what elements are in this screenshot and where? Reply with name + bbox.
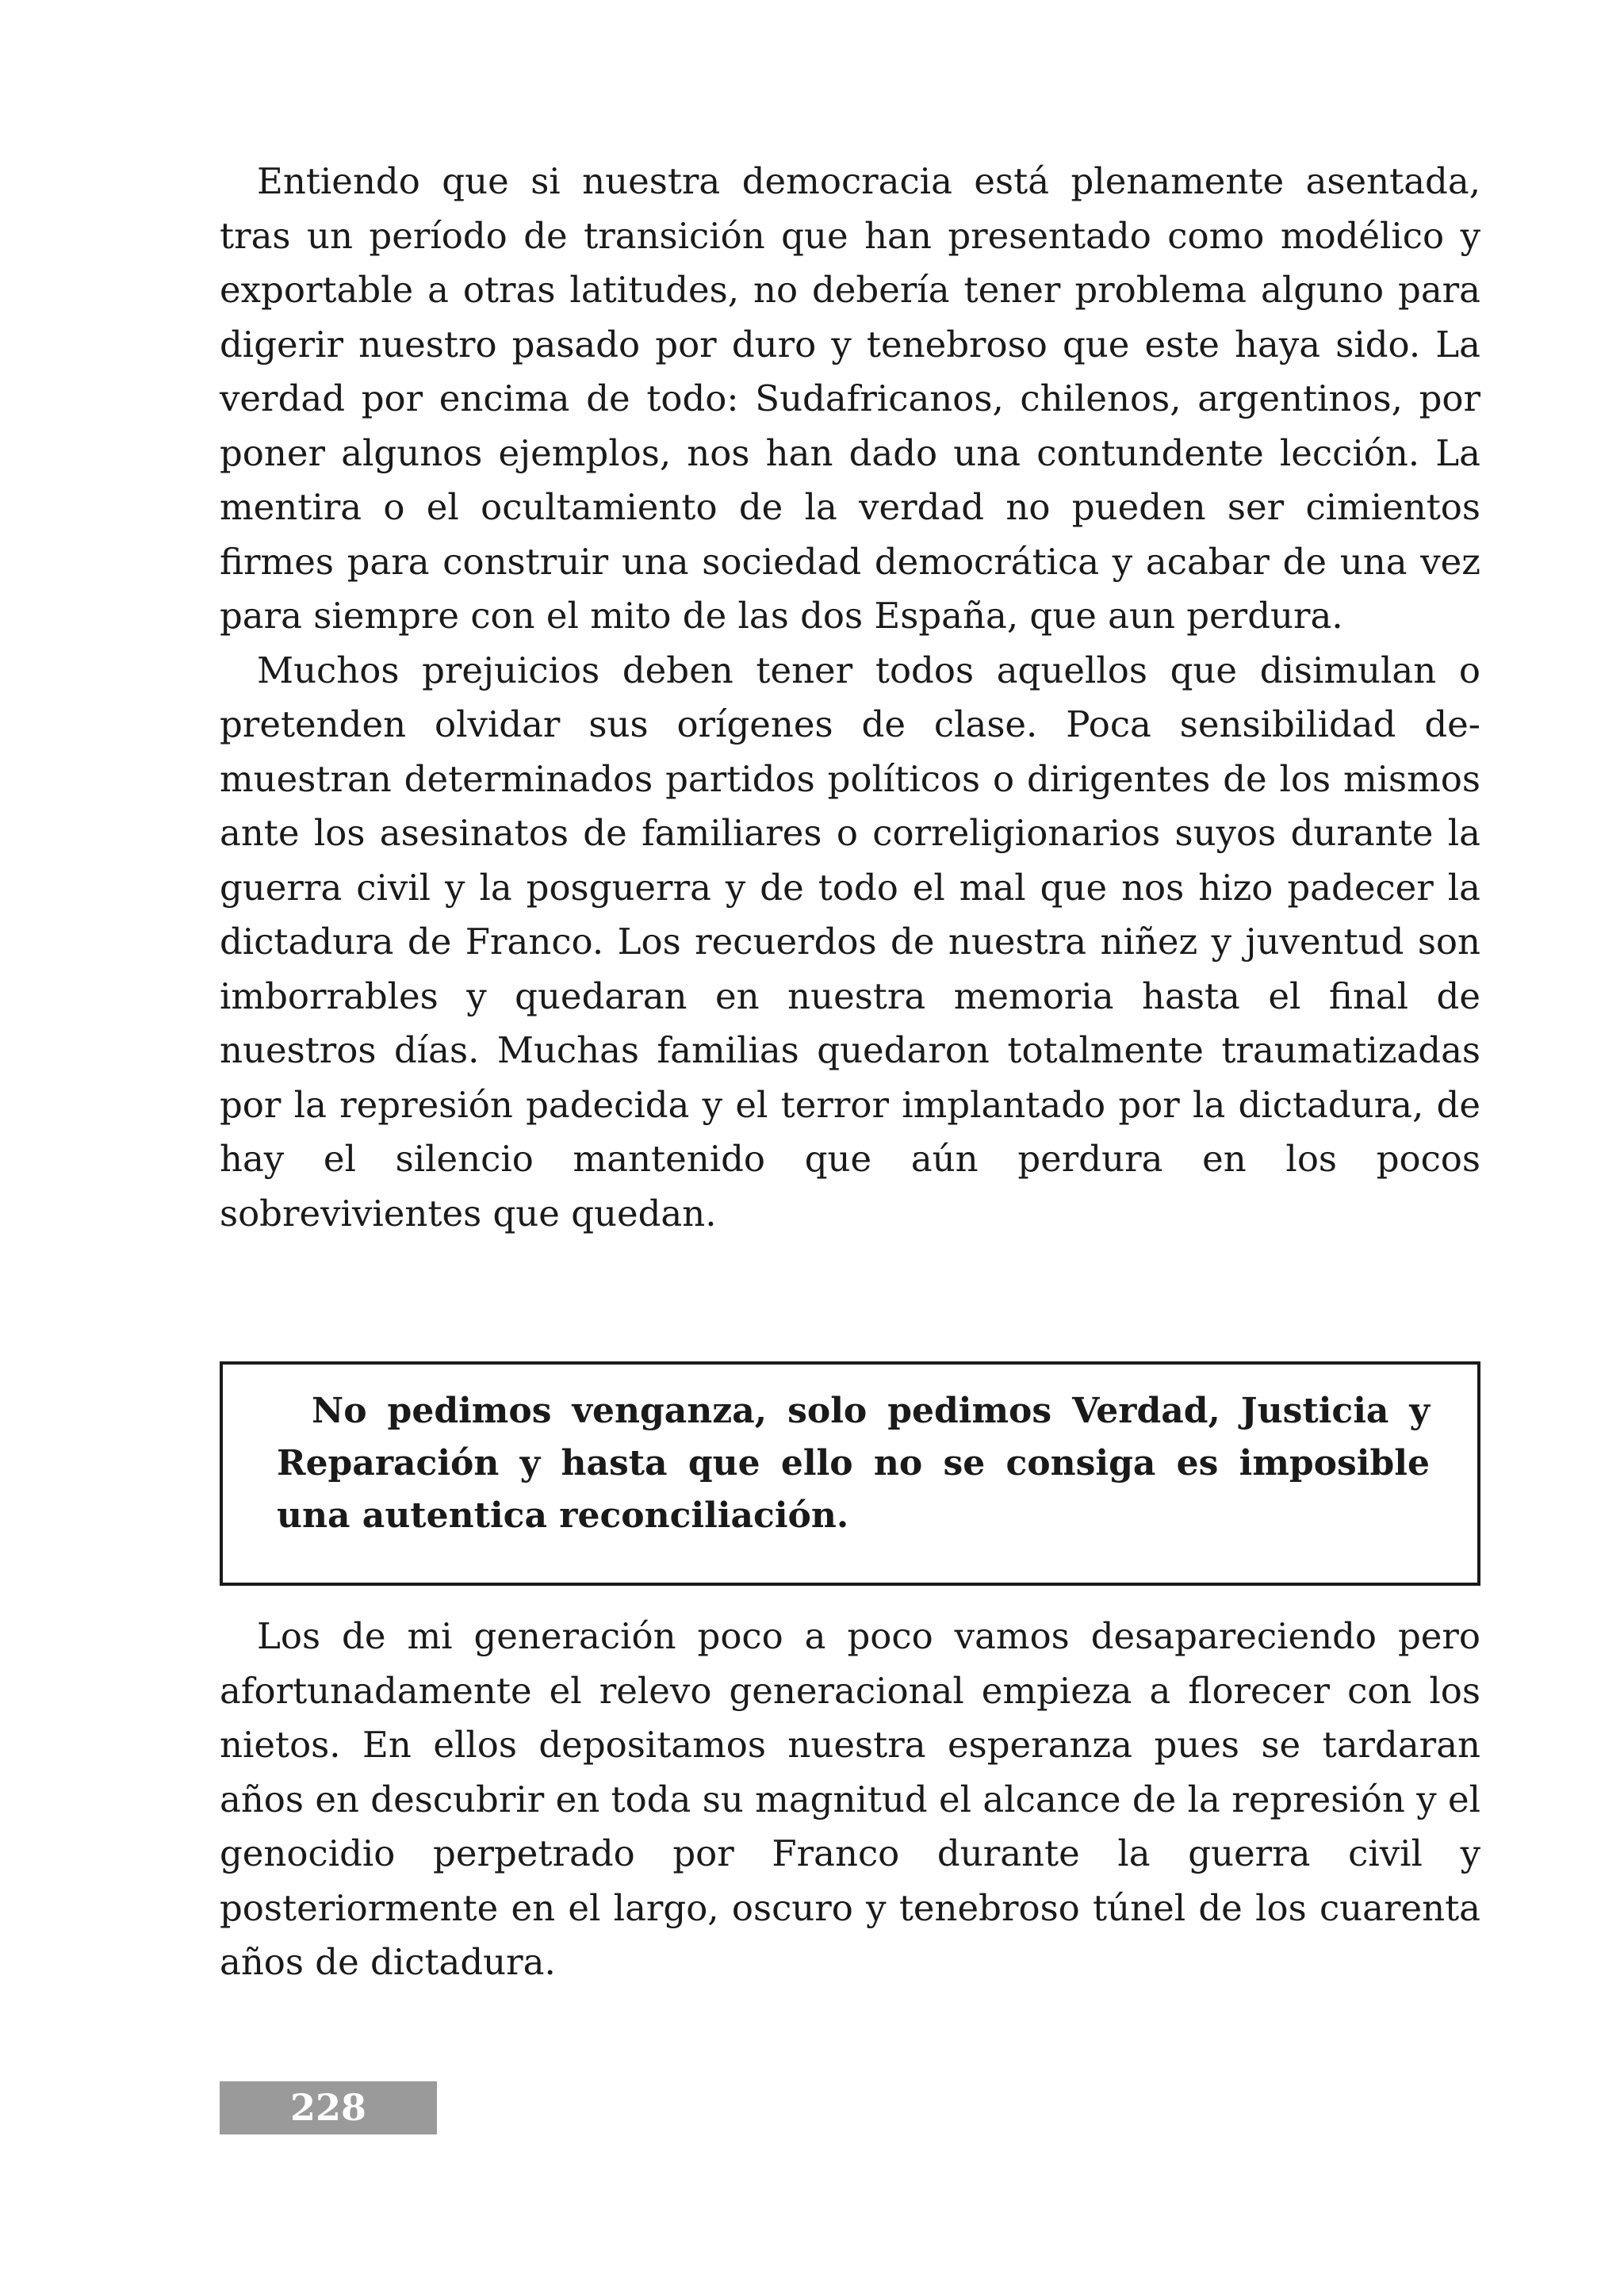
highlight-box xyxy=(220,1361,1480,1586)
paragraph-2: Muchos prejuicios deben tener todos aquellos que disimulan o pretenden olvidar sus orígenes de clase. Poca sensibilidad demuestran determinados partidos políticos o dirigentes de los mismos ante los asesinatos de familiares o correligionarios suyos durante la guerra civil y la posguerra y de todo el mal que nos hizo padecer la dictadura de Franco. Los recuerdos de nuestra niñez y juventud son imborrables y quedaran en nuestra memoria hasta el final de nuestros días. Muchas familias quedaron totalmente traumatizadas por la represión padecida y el terror implantado por la dictadura, de hay el silencio mantenido que aún perdura en los pocos sobrevivientes que quedan. xyxy=(220,649,1480,1235)
body-text-top xyxy=(220,155,1480,1241)
paragraph-1: Entiendo que si nuestra democracia está plenamente asentada, tras un período de transición que han presentado como modélico y exportable a otras latitudes, no debería tener problema alguno para digerir nuestro pasado por duro y tenebroso que este haya sido. La verdad por encima de todo: Sudafricanos, chilenos, argentinos, por poner algunos ejemplos, nos han dado una contundente lección. La mentira o el ocultamiento de la verdad no pueden ser cimientos firmes para construir una sociedad democrática y acabar de una vez para siempre con el mito de las dos España, que aun perdura. xyxy=(220,160,1480,637)
page-number: 228 xyxy=(220,2081,437,2134)
body-text-bottom xyxy=(220,1610,1480,1990)
paragraph-3: Los de mi generación poco a poco vamos desapareciendo pero afortunadamente el relevo generacional empieza a florecer con los nietos. En ellos depositamos nuestra esperanza pues se tardaran años en descubrir en toda su magnitud el alcance de la represión y el genocidio perpetrado por Franco durante la guerra civil y posteriormente en el largo, oscuro y tenebroso túnel de los cuarenta años de dictadura. xyxy=(220,1615,1480,1983)
highlight-text: No pedimos venganza, solo pedimos Verdad, Justicia y Reparación y hasta que ello no se consiga es imposible una autentica reconciliación. xyxy=(277,1391,1430,1536)
